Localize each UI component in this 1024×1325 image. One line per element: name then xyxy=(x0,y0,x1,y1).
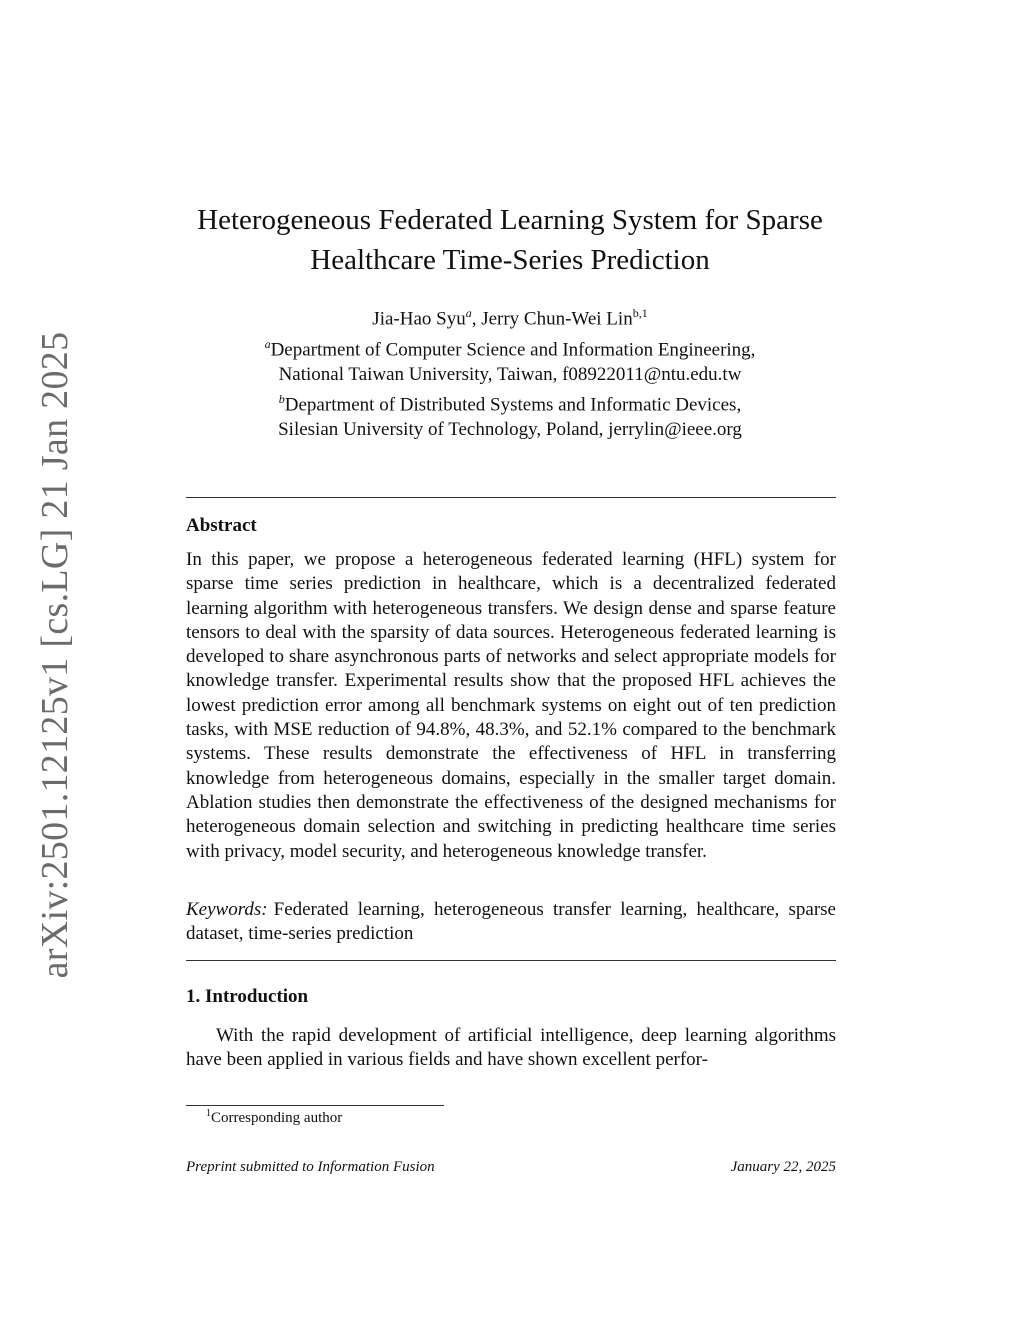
title-line-2: Healthcare Time-Series Prediction xyxy=(310,244,710,276)
abstract-bottom-rule xyxy=(186,960,836,961)
keywords-label: Keywords: xyxy=(186,899,268,920)
affiliation-b-line-1: $^b$Department of Distributed Systems and Informatic Devices, xyxy=(278,392,742,416)
footnote-rule xyxy=(186,1105,444,1106)
author-block xyxy=(150,301,870,442)
abstract-body: In this paper, we propose a heterogeneous federated learning (HFL) system for sparse time series prediction in healthcare, which is a decentralized federated learning algorithm with heterogeneous transfers. We design dense and sparse feature tensors to deal with the sparsity of data sources. Heterogeneous federated learning is developed to share asynchronous parts of networks and select appropriate models for knowledge transfer. Experimental results show that the proposed HFL achieves the lowest prediction error among all benchmark systems on eight out of ten prediction tasks, with MSE reduction of 94.8%, 48.3%, and 52.1% compared to the benchmark systems. These results demonstrate the effectiveness of HFL in transferring knowledge from heterogeneous domains, especially in the smaller target domain. Ablation studies then demonstrate the effectiveness of the designed mechanisms for heterogeneous domain selection and switching in predicting healthcare time series with privacy, model security, and heterogeneous knowledge transfer. xyxy=(186,549,836,862)
footnote-mark: 1 xyxy=(206,1108,211,1119)
introduction-body: With the rapid development of artificial intelligence, deep learning algorithms have been applied in various fields and have shown excellent perfor- xyxy=(186,1025,836,1071)
arxiv-identifier: arXiv:2501.12125v1 [cs.LG] 21 Jan 2025 xyxy=(34,331,76,979)
footnote xyxy=(206,1108,342,1127)
paper-title xyxy=(150,200,870,280)
abstract-heading: Abstract xyxy=(186,515,257,536)
author-names xyxy=(150,301,870,332)
footer-submission-note: Preprint submitted to Information Fusion xyxy=(186,1159,435,1175)
keywords-text: Federated learning, heterogeneous transfer learning, healthcare, sparse dataset, time-series prediction xyxy=(186,899,836,945)
author-1-affiliation-mark: a xyxy=(465,306,472,320)
title-line-1: Heterogeneous Federated Learning System for Sparse xyxy=(197,204,823,236)
keywords xyxy=(186,898,836,947)
affiliation-b-line-2: Silesian University of Technology, Poland, jerrylin@ieee.org xyxy=(278,418,742,440)
affiliation-a-line-1: $^a$Department of Computer Science and Information Engineering, xyxy=(264,336,756,361)
footnote-text: Corresponding author xyxy=(211,1110,343,1126)
author-2-affiliation-mark: b,1 xyxy=(632,306,648,320)
footer-date: January 22, 2025 xyxy=(730,1159,836,1175)
introduction-heading: 1. Introduction xyxy=(186,986,309,1007)
author-1: Jia-Hao Syu xyxy=(372,308,466,330)
abstract-top-rule xyxy=(186,497,836,498)
affiliation-a-line-2: National Taiwan University, Taiwan, f08922011@ntu.edu.tw xyxy=(278,363,742,385)
affiliation-a-mark: a xyxy=(264,336,271,351)
author-separator: , xyxy=(471,308,482,330)
affiliation-b-mark: b xyxy=(278,392,285,407)
author-2: Jerry Chun-Wei Lin xyxy=(481,308,633,330)
